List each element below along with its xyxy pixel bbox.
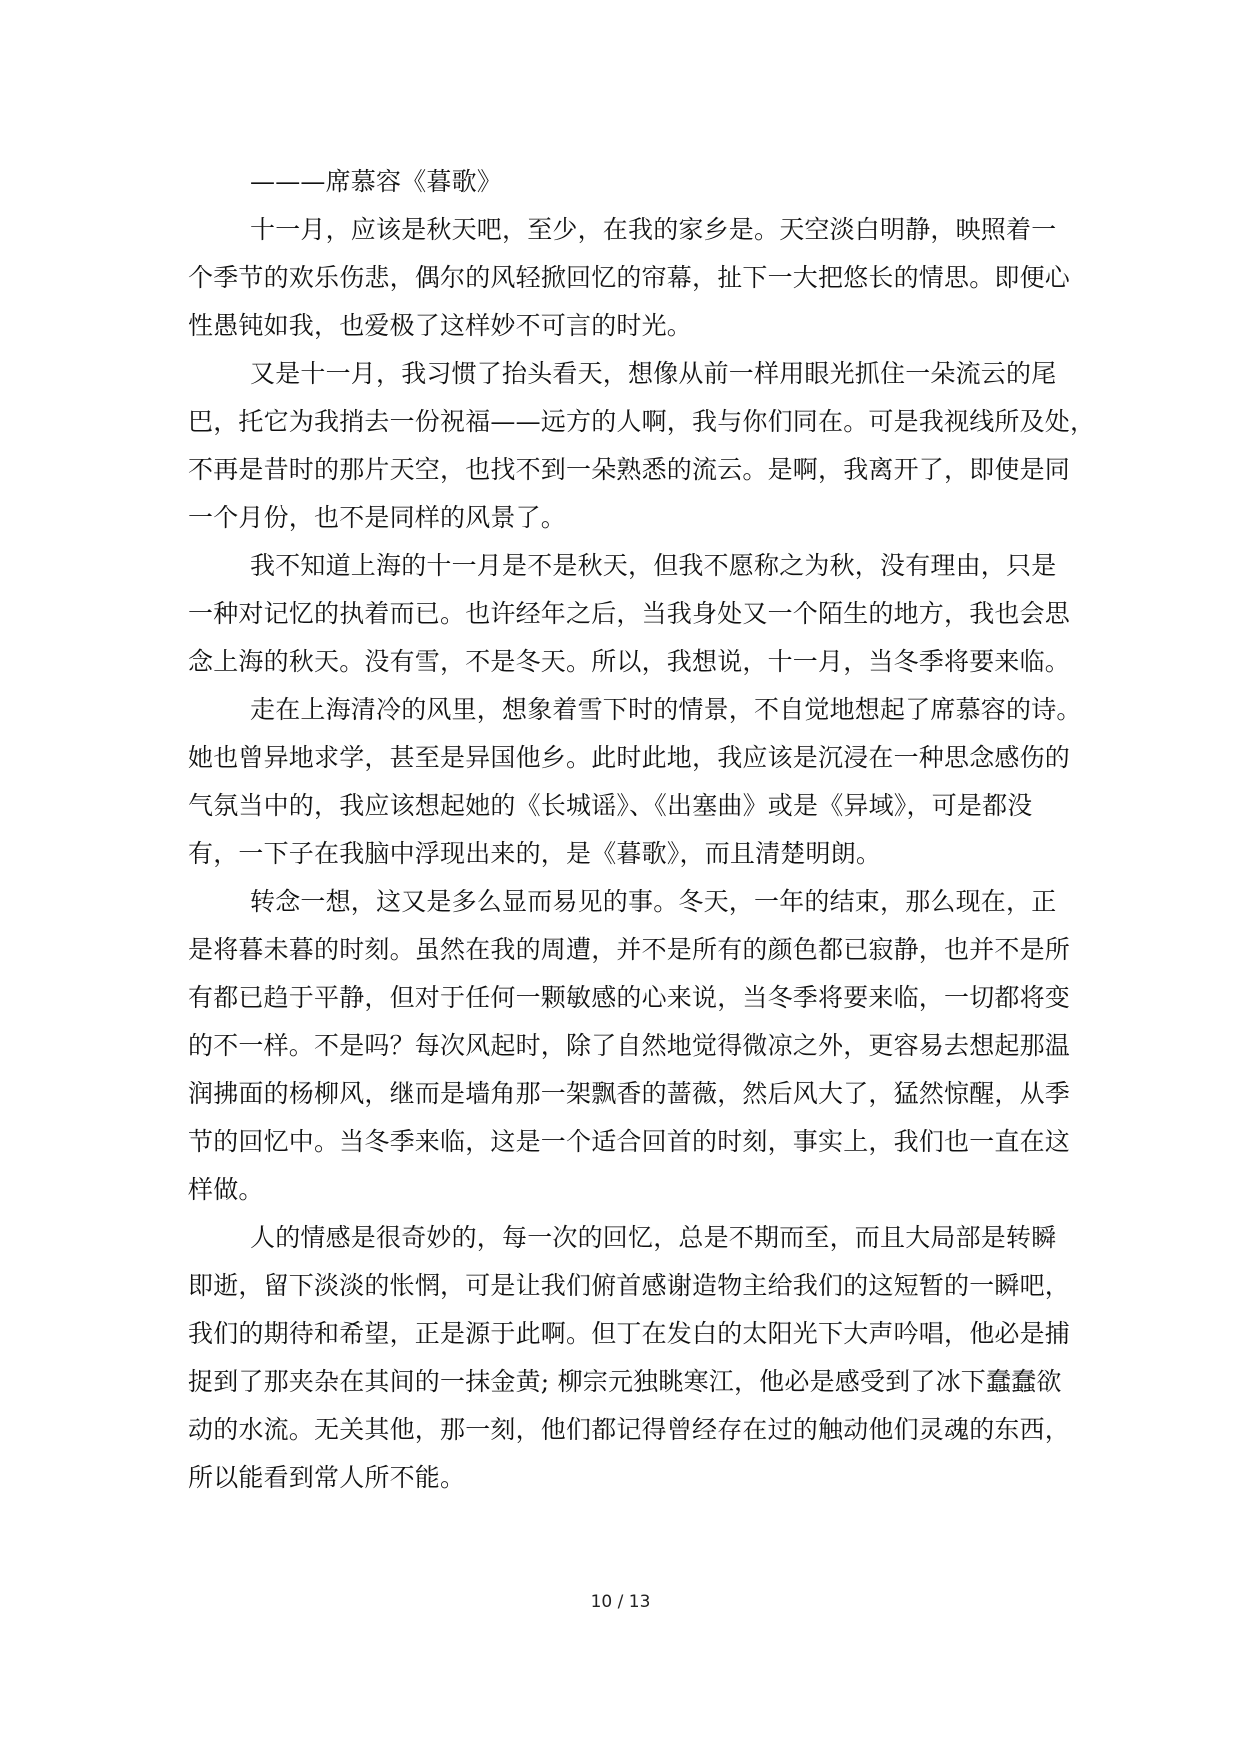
text-line: 人的情感是很奇妙的，每一次的回忆，总是不期而至，而且大局部是转瞬: [250, 1223, 1057, 1252]
document-body: [188, 158, 1096, 1502]
paragraph: [188, 542, 1071, 686]
text-line: 念上海的秋天。没有雪，不是冬天。所以，我想说，十一月，当冬季将要来临。: [188, 647, 1071, 676]
text-line: 气氛当中的，我应该想起她的《长城谣》、《出塞曲》或是《异域》，可是都没: [188, 791, 1033, 820]
text-line: 性愚钝如我，也爱极了这样妙不可言的时光。: [188, 311, 693, 340]
text-line: 不再是昔时的那片天空，也找不到一朵熟悉的流云。是啊，我离开了，即使是同: [188, 455, 1071, 484]
text-line: 动的水流。无关其他，那一刻，他们都记得曾经存在过的触动他们灵魂的东西，: [188, 1415, 1071, 1444]
paragraph: [188, 206, 1071, 350]
text-line: 个季节的欢乐伤悲，偶尔的风轻掀回忆的帘幕，扯下一大把悠长的情思。即便心: [188, 263, 1071, 292]
paragraph: [188, 350, 1096, 542]
text-line: 有，一下子在我脑中浮现出来的，是《暮歌》，而且清楚明朗。: [188, 839, 882, 868]
text-line: 所以能看到常人所不能。: [188, 1463, 466, 1492]
text-line: 她也曾异地求学，甚至是异国他乡。此时此地，我应该是沉浸在一种思念感伤的: [188, 743, 1071, 772]
text-line: 的不一样。不是吗？每次风起时，除了自然地觉得微凉之外，更容易去想起那温: [188, 1031, 1071, 1060]
text-line: 即逝，留下淡淡的怅惘，可是让我们俯首感谢造物主给我们的这短暂的一瞬吧，: [188, 1271, 1071, 1300]
text-line: 一个月份，也不是同样的风景了。: [188, 503, 567, 532]
text-line: 一种对记忆的执着而已。也许经年之后，当我身处又一个陌生的地方，我也会思: [188, 599, 1071, 628]
text-line: 是将暮未暮的时刻。虽然在我的周遭，并不是所有的颜色都已寂静，也并不是所: [188, 935, 1071, 964]
text-line: 润拂面的杨柳风，继而是墙角那一架飘香的蔷薇，然后风大了，猛然惊醒，从季: [188, 1079, 1071, 1108]
text-line: 转念一想，这又是多么显而易见的事。冬天，一年的结束，那么现在，正: [250, 887, 1057, 916]
attribution-line: ———席慕容《暮歌》: [250, 167, 503, 196]
text-line: 有都已趋于平静，但对于任何一颗敏感的心来说，当冬季将要来临，一切都将变: [188, 983, 1071, 1012]
text-line: 样做。: [188, 1175, 264, 1204]
paragraph: [188, 1214, 1071, 1502]
text-line: 我不知道上海的十一月是不是秋天，但我不愿称之为秋，没有理由，只是: [250, 551, 1057, 580]
paragraph: [188, 686, 1082, 878]
page-number: 10 / 13: [590, 1592, 651, 1612]
paragraph: [188, 878, 1071, 1214]
text-line: 又是十一月，我习惯了抬头看天，想像从前一样用眼光抓住一朵流云的尾: [250, 359, 1057, 388]
text-line: 巴，托它为我捎去一份祝福——远方的人啊，我与你们同在。可是我视线所及处，: [188, 407, 1096, 436]
text-line: 捉到了那夹杂在其间的一抹金黄; 柳宗元独眺寒江，他必是感受到了冰下蠢蠢欲: [188, 1367, 1062, 1396]
text-line: 走在上海清冷的风里，想象着雪下时的情景，不自觉地想起了席慕容的诗。: [250, 695, 1082, 724]
text-line: 十一月，应该是秋天吧，至少，在我的家乡是。天空淡白明静，映照着一: [250, 215, 1057, 244]
text-line: 节的回忆中。当冬季来临，这是一个适合回首的时刻，事实上，我们也一直在这: [188, 1127, 1071, 1156]
text-line: 我们的期待和希望，正是源于此啊。但丁在发白的太阳光下大声吟唱，他必是捕: [188, 1319, 1071, 1348]
